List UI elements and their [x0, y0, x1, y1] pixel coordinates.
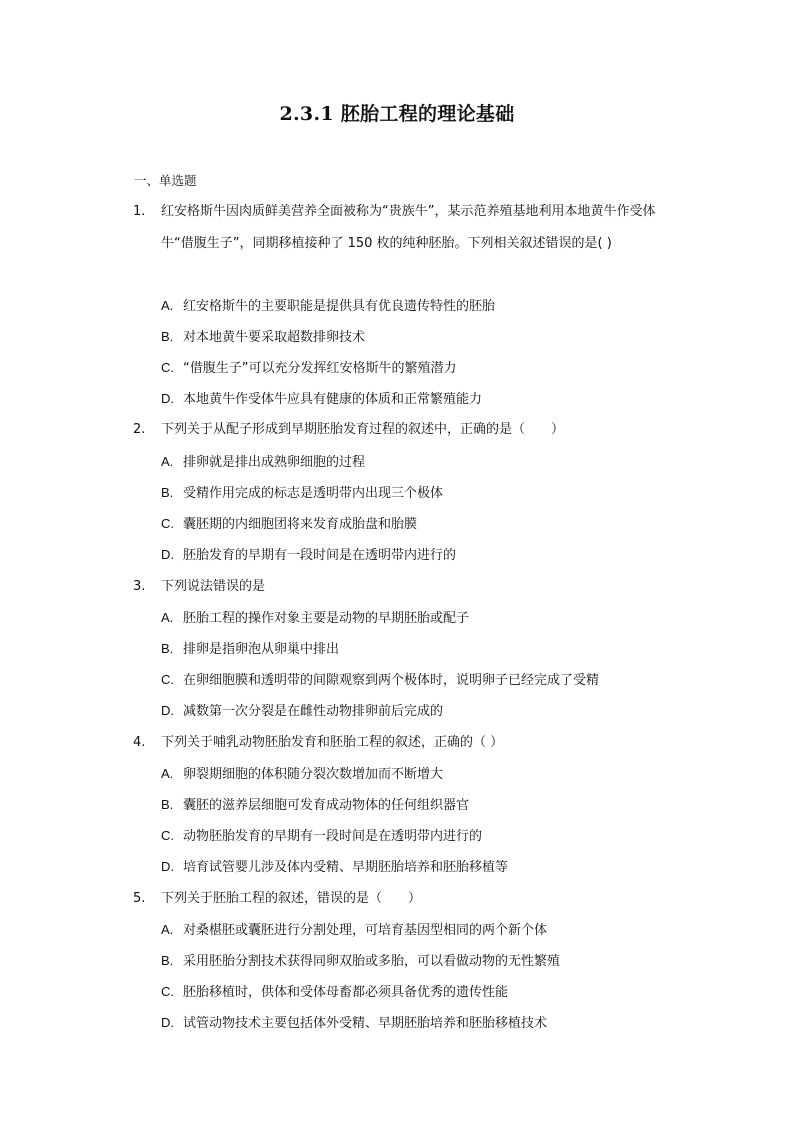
option-c	[161, 827, 669, 846]
option-text: 试管动物技术主要包括体外受精、早期胚胎培养和胚胎移植技术	[183, 1016, 548, 1031]
option-letter: A.	[161, 922, 174, 937]
option-a	[161, 297, 669, 316]
option-letter: D.	[161, 859, 174, 874]
option-text: 红安格斯牛的主要职能是提供具有优良遗传特性的胚胎	[183, 299, 496, 314]
option-text: 培育试管婴儿涉及体内受精、早期胚胎培养和胚胎移植等	[183, 860, 509, 875]
option-text: 采用胚胎分割技术获得同卵双胎或多胎，可以看做动物的无性繁殖	[183, 954, 561, 969]
option-letter: C.	[161, 516, 174, 531]
option-text: 排卵是指卵泡从卵巢中排出	[183, 642, 340, 657]
section-heading: 一、单选题	[134, 173, 197, 188]
question-stem: 下列说法错误的是	[161, 579, 266, 594]
option-text: 对本地黄牛要采取超数排卵技术	[183, 330, 366, 345]
option-text: “借腹生子”可以充分发挥红安格斯牛的繁殖潜力	[183, 361, 457, 376]
option-letter: B.	[161, 953, 174, 968]
option-c	[161, 515, 669, 534]
option-letter: C.	[161, 828, 174, 843]
option-text: 对桑椹胚或囊胚进行分割处理，可培育基因型相同的两个新个体	[183, 923, 548, 938]
question-number: 1.	[133, 204, 146, 219]
option-text: 本地黄牛作受体牛应具有健康的体质和正常繁殖能力	[183, 392, 483, 407]
option-letter: A.	[161, 298, 174, 313]
option-letter: A.	[161, 766, 174, 781]
option-text: 动物胚胎发育的早期有一段时间是在透明带内进行的	[183, 829, 483, 844]
question-stem: 红安格斯牛因肉质鲜美营养全面被称为“贵族牛”，某示范养殖基地利用本地黄牛作受体牛“借腹生子”，同期移植接种了 150 枚的纯种胚胎。下列相关叙述错误的是( )	[161, 204, 656, 251]
option-text: 排卵就是排出成熟卵细胞的过程	[183, 455, 366, 470]
option-letter: B.	[161, 485, 174, 500]
option-text: 胚胎工程的操作对象主要是动物的早期胚胎或配子	[183, 611, 470, 626]
option-letter: D.	[161, 547, 174, 562]
option-letter: B.	[161, 329, 174, 344]
option-text: 囊胚期的内细胞团将来发育成胎盘和胎膜	[183, 517, 418, 532]
option-text: 卵裂期细胞的体积随分裂次数增加而不断增大	[183, 767, 444, 782]
option-a	[161, 609, 669, 628]
question-number: 5.	[133, 891, 146, 906]
option-b	[161, 640, 669, 659]
option-a	[161, 921, 669, 940]
option-letter: C.	[161, 360, 174, 375]
option-b	[161, 796, 669, 815]
option-c	[161, 983, 669, 1002]
page-title: 2.3.1 胚胎工程的理论基础	[279, 103, 515, 125]
option-letter: A.	[161, 454, 174, 469]
option-letter: B.	[161, 641, 174, 656]
option-text: 胚胎移植时，供体和受体母畜都必须具备优秀的遗传性能	[183, 985, 509, 1000]
option-a	[161, 453, 669, 472]
option-letter: D.	[161, 1015, 174, 1030]
option-b	[161, 328, 669, 347]
option-text: 囊胚的滋养层细胞可发育成动物体的任何组织器官	[183, 798, 470, 813]
option-d	[161, 390, 669, 409]
option-letter: B.	[161, 797, 174, 812]
option-c	[161, 671, 669, 690]
option-text: 减数第一次分裂是在雌性动物排卵前后完成的	[183, 704, 444, 719]
question-stem: 下列关于胚胎工程的叙述，错误的是（ ）	[161, 891, 422, 906]
option-d	[161, 1014, 669, 1033]
question-stem: 下列关于从配子形成到早期胚胎发育过程的叙述中，正确的是（ ）	[161, 422, 565, 437]
option-b	[161, 952, 669, 971]
option-b	[161, 484, 669, 503]
question-stem: 下列关于哺乳动物胚胎发育和胚胎工程的叙述，正确的（ ）	[161, 735, 504, 750]
question-number: 2.	[133, 422, 146, 437]
option-text: 受精作用完成的标志是透明带内出现三个极体	[183, 486, 444, 501]
option-letter: C.	[161, 672, 174, 687]
option-d	[161, 858, 669, 877]
question-number: 4.	[133, 735, 146, 750]
option-c	[161, 359, 669, 378]
option-text: 胚胎发育的早期有一段时间是在透明带内进行的	[183, 548, 457, 563]
option-d	[161, 546, 669, 565]
option-letter: C.	[161, 984, 174, 999]
question-number: 3.	[133, 579, 146, 594]
option-letter: D.	[161, 391, 174, 406]
option-letter: D.	[161, 703, 174, 718]
option-a	[161, 765, 669, 784]
option-letter: A.	[161, 610, 174, 625]
option-text: 在卵细胞膜和透明带的间隙观察到两个极体时，说明卵子已经完成了受精	[183, 673, 600, 688]
option-d	[161, 702, 669, 721]
